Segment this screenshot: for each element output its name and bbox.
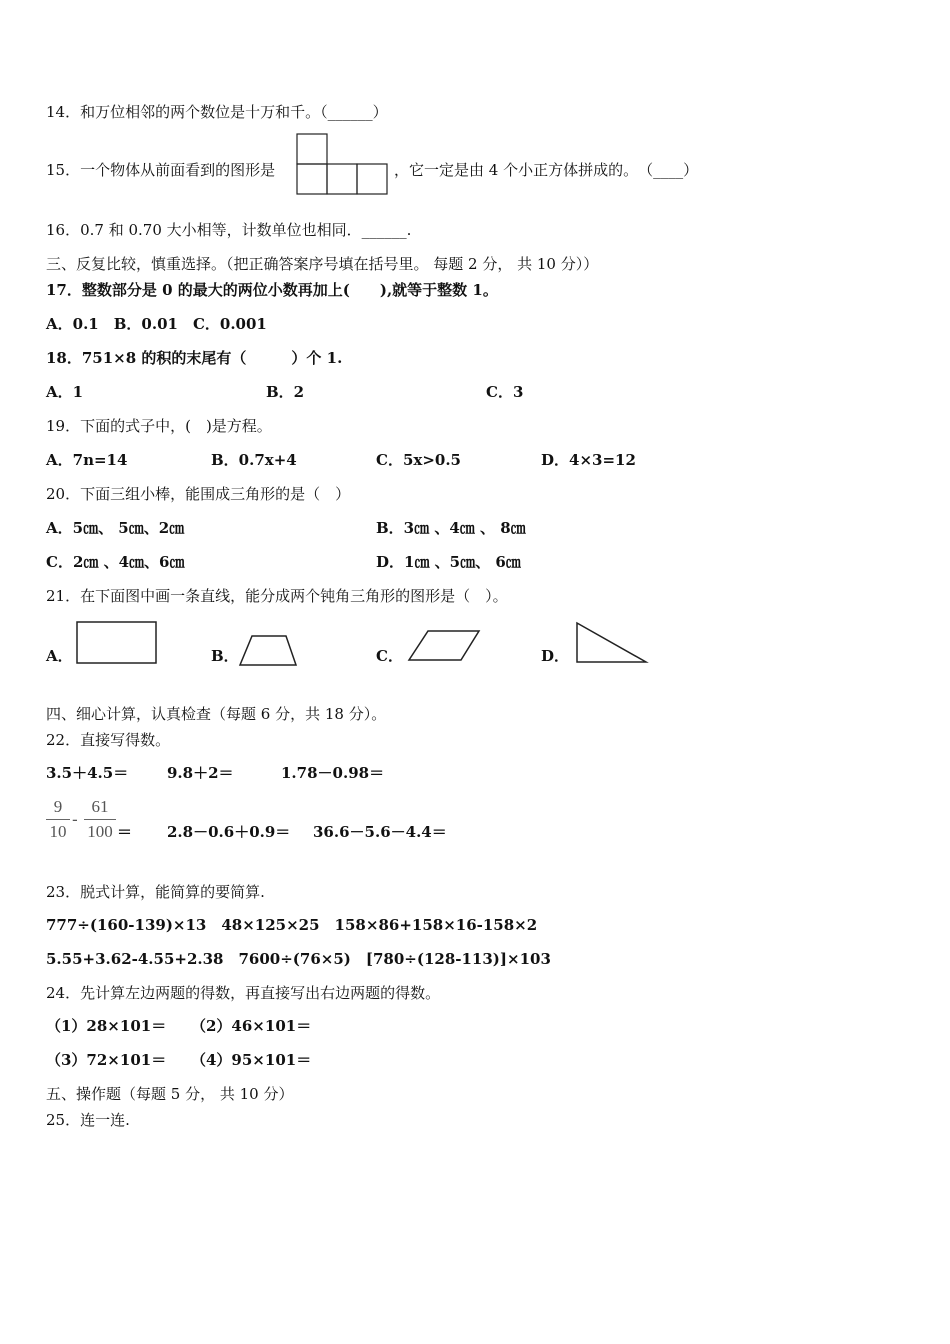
- section-5-title: 五、操作题（每题 5 分， 共 10 分）: [46, 1085, 294, 1103]
- question-24-item-2: （2）46×101＝: [191, 1017, 312, 1035]
- question-16: 16．0.7 和 0.70 大小相等，计数单位也相同．______.: [46, 221, 412, 239]
- question-17-options: A．0.1 B．0.01 C．0.001: [46, 315, 267, 333]
- question-19-option-b: B．0.7x+4: [211, 451, 297, 469]
- fraction-bar: [84, 819, 116, 820]
- question-15-tail: ，它一定是由 4 个小正方体拼成的。 （____）: [394, 161, 699, 179]
- question-24-item-3: （3）72×101＝: [46, 1051, 167, 1069]
- question-18-option-a: A．1: [46, 383, 84, 401]
- question-22-item-2: 9.8＋2＝: [167, 764, 234, 782]
- trapezoid-icon: [238, 634, 300, 668]
- question-21-option-c: C．: [376, 647, 403, 665]
- section-4-title: 四、细心计算，认真检查（每题 6 分，共 18 分）。: [46, 705, 387, 723]
- question-24-stem: 24．先计算左边两题的得数，再直接写出右边两题的得数。: [46, 984, 441, 1002]
- question-17-stem: 17．整数部分是 0 的最大的两位小数再加上( ),就等于整数 1。: [46, 281, 498, 299]
- question-18-option-b: B．2: [266, 383, 305, 401]
- question-23-row-2: 5.55+3.62-4.55+2.38 7600÷(76×5) [780÷(128-113)]×103: [46, 950, 551, 968]
- question-20-option-b: B．3㎝ 、4㎝ 、 8㎝: [376, 519, 526, 537]
- question-22-stem: 22．直接写得数。: [46, 731, 171, 749]
- fraction-61-100: [84, 797, 116, 842]
- question-24-item-4: （4）95×101＝: [191, 1051, 312, 1069]
- question-20-option-a: A．5㎝、 5㎝、2㎝: [46, 519, 185, 537]
- question-22-item-6: 36.6－5.6－4.4＝: [313, 823, 447, 841]
- question-21-option-b: B．: [211, 647, 239, 665]
- question-15-stem: 15．一个物体从前面看到的图形是: [46, 161, 276, 179]
- fraction-minus: -: [72, 810, 78, 830]
- question-24-item-1: （1）28×101＝: [46, 1017, 167, 1035]
- section-3-title: 三、反复比较，慎重选择。（把正确答案序号填在括号里。 每题 2 分， 共 10 分））: [46, 255, 599, 273]
- fraction-equals: ＝: [117, 823, 133, 841]
- parallelogram-icon: [406, 629, 482, 663]
- fraction-numerator: 9: [53, 797, 63, 816]
- front-view-figure-icon: [296, 133, 392, 197]
- question-20-stem: 20．下面三组小棒，能围成三角形的是（ ）: [46, 485, 351, 503]
- question-19-option-d: D．4×3=12: [541, 451, 636, 469]
- fraction-denominator: 100: [87, 822, 113, 841]
- question-18-option-c: C．3: [486, 383, 524, 401]
- rectangle-icon: [76, 620, 160, 666]
- question-22-item-5: 2.8－0.6＋0.9＝: [167, 823, 291, 841]
- question-19-option-c: C．5x>0.5: [376, 451, 461, 469]
- question-22-item-1: 3.5＋4.5＝: [46, 764, 129, 782]
- question-21-stem: 21．在下面图中画一条直线，能分成两个钝角三角形的图形是（ ）。: [46, 587, 508, 605]
- fraction-denominator: 10: [49, 822, 67, 841]
- question-21-option-a: A．: [46, 647, 73, 665]
- question-14: 14．和万位相邻的两个数位是十万和千。（______）: [46, 103, 388, 121]
- question-18-stem: 18．751×8 的积的末尾有（ ）个 1.: [46, 349, 343, 367]
- fraction-9-10: [46, 797, 70, 842]
- fraction-numerator: 61: [91, 797, 109, 816]
- question-23-row-1: 777÷(160-139)×13 48×125×25 158×86+158×16-158×2: [46, 916, 538, 934]
- question-25: 25．连一连.: [46, 1111, 130, 1129]
- question-19-stem: 19．下面的式子中，( )是方程。: [46, 417, 272, 435]
- fraction-bar: [46, 819, 70, 820]
- question-21-option-d: D．: [541, 647, 570, 665]
- question-22-item-3: 1.78－0.98＝: [281, 764, 385, 782]
- question-20-option-d: D．1㎝ 、5㎝、 6㎝: [376, 553, 521, 571]
- question-20-option-c: C．2㎝ 、4㎝、6㎝: [46, 553, 185, 571]
- question-23-stem: 23．脱式计算，能简算的要简算.: [46, 883, 265, 901]
- question-19-option-a: A．7n=14: [46, 451, 128, 469]
- right-triangle-icon: [574, 621, 650, 665]
